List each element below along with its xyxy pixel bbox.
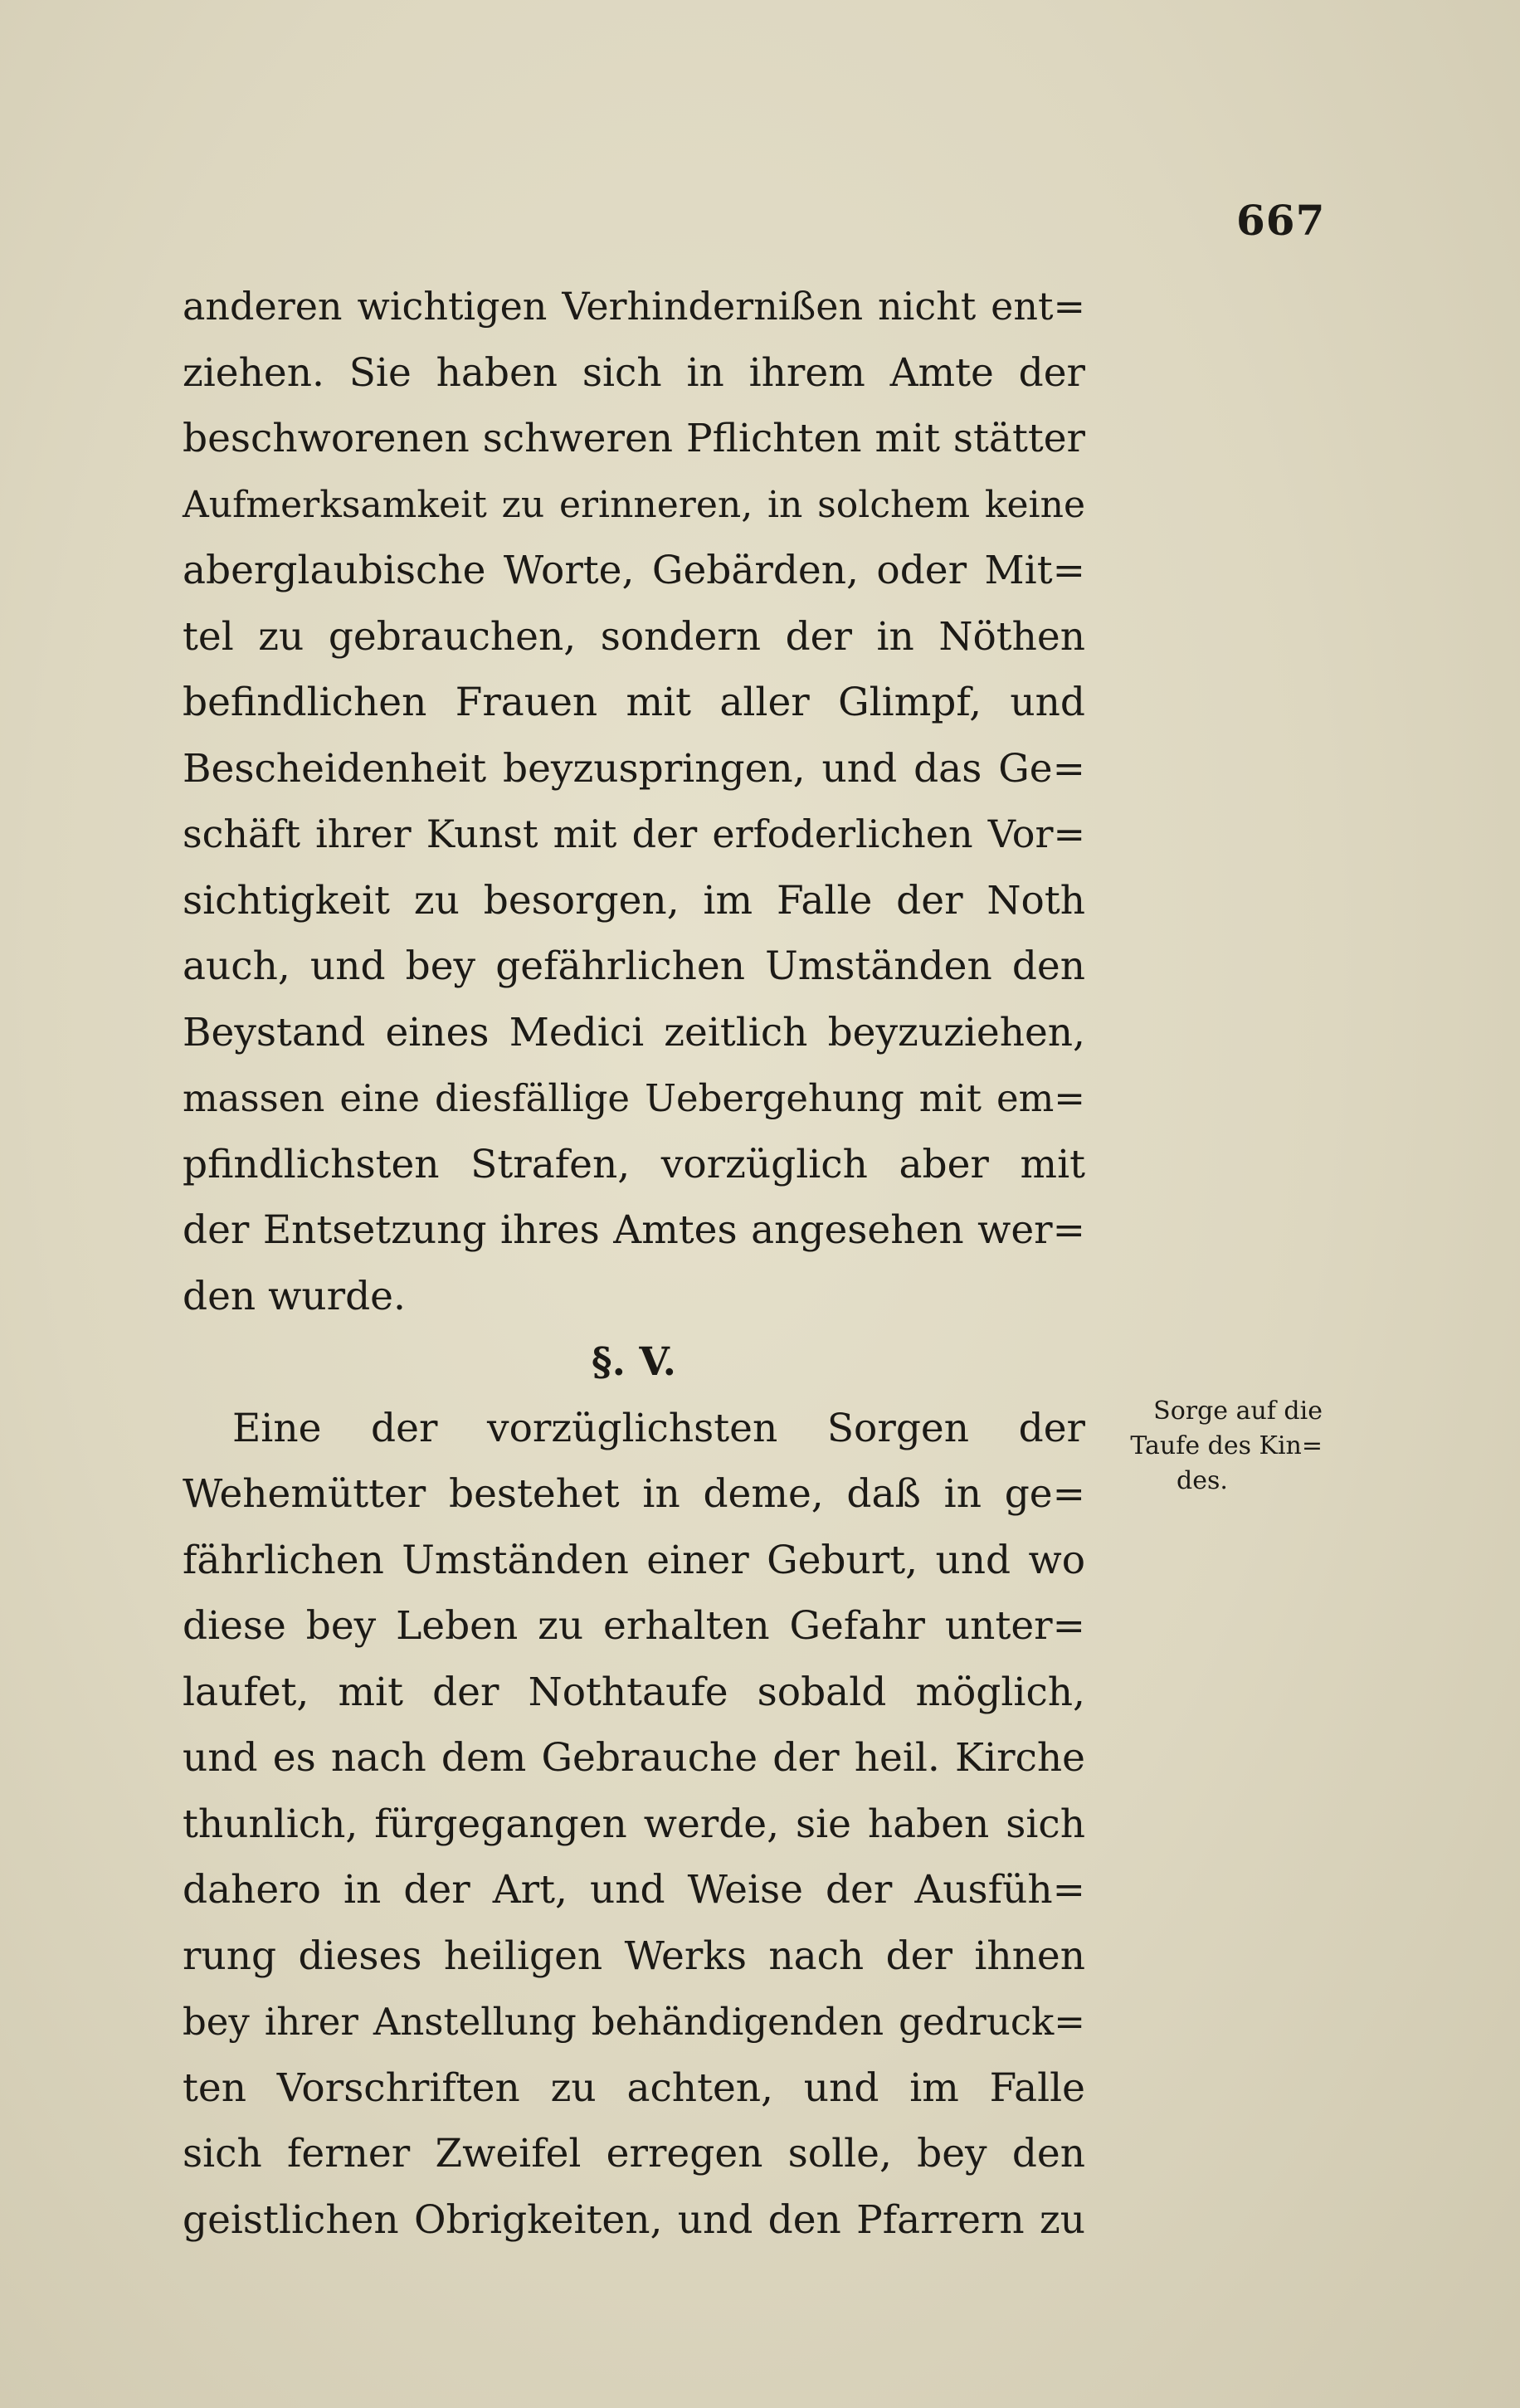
section-text-line: thunlich, fürgegangen werde, sie haben sich (183, 1801, 1085, 1847)
text-line: pfindlichsten Strafen, vorzüglich aber mit (183, 1141, 1085, 1187)
text-line: den wurde. (183, 1273, 406, 1319)
section-text-line: fährlichen Umständen einer Geburt, und wo (183, 1537, 1085, 1583)
section-text-line: sich ferner Zweifel erregen solle, bey den (183, 2131, 1085, 2176)
text-line: schäft ihrer Kunst mit der erfoderlichen Vor= (183, 812, 1085, 856)
text-line: sichtigkeit zu besorgen, im Falle der Noth (183, 877, 1085, 924)
margin-note-line: Sorge auf die (1153, 1397, 1323, 1426)
page-number: 667 (1236, 196, 1326, 245)
text-line: der Entsetzung ihres Amtes angesehen wer= (183, 1207, 1085, 1253)
text-line: anderen wichtigen Verhindernißen nicht ent= (183, 284, 1085, 329)
section-text-line: und es nach dem Gebrauche der heil. Kirche (183, 1735, 1085, 1781)
section-text-line: geistlichen Obrigkeiten, und den Pfarrern zu (183, 2196, 1085, 2243)
text-line: befindlichen Frauen mit aller Glimpf, und (183, 680, 1085, 725)
text-line: tel zu gebrauchen, sondern der in Nöthen (183, 613, 1085, 660)
section-text-line: bey ihrer Anstellung behändigenden gedruck= (183, 2000, 1085, 2044)
text-line: beschworenen schweren Pflichten mit stätter (183, 416, 1085, 461)
section-text-line: ten Vorschriften zu achten, und im Falle (183, 2064, 1085, 2111)
body-text (183, 274, 1085, 2253)
section-text-line: rung dieses heiligen Werks nach der ihnen (183, 1933, 1085, 1979)
text-line: ziehen. Sie haben sich in ihrem Amte der (183, 349, 1085, 396)
section-text-line: dahero in der Art, und Weise der Ausfüh= (183, 1867, 1085, 1913)
margin-note-line: Taufe des Kin= (1130, 1431, 1323, 1460)
text-line: Beystand eines Medici zeitlich beyzuziehen, (183, 1009, 1085, 1055)
section-text-line: diese bey Leben zu erhalten Gefahr unter= (183, 1603, 1085, 1649)
section-heading: §. V. (592, 1339, 676, 1385)
text-line: Aufmerksamkeit zu erinneren, in solchem keine (183, 483, 1085, 526)
section-text-line: Eine der vorzüglichsten Sorgen der (232, 1405, 1085, 1451)
text-line: massen eine diesfällige Uebergehung mit em= (183, 1076, 1085, 1120)
margin-note (1097, 1394, 1323, 1499)
text-line: auch, und bey gefährlichen Umständen den (183, 943, 1085, 989)
section-text-line: laufet, mit der Nothtaufe sobald möglich, (183, 1669, 1085, 1715)
text-line: aberglaubische Worte, Gebärden, oder Mit= (183, 548, 1085, 593)
margin-note-line: des. (1177, 1466, 1228, 1495)
text-line: Bescheidenheit beyzuspringen, und das Ge= (183, 745, 1085, 792)
section-text-line: Wehemütter bestehet in deme, daß in ge= (183, 1471, 1085, 1517)
show-through-text (1162, 830, 1173, 872)
